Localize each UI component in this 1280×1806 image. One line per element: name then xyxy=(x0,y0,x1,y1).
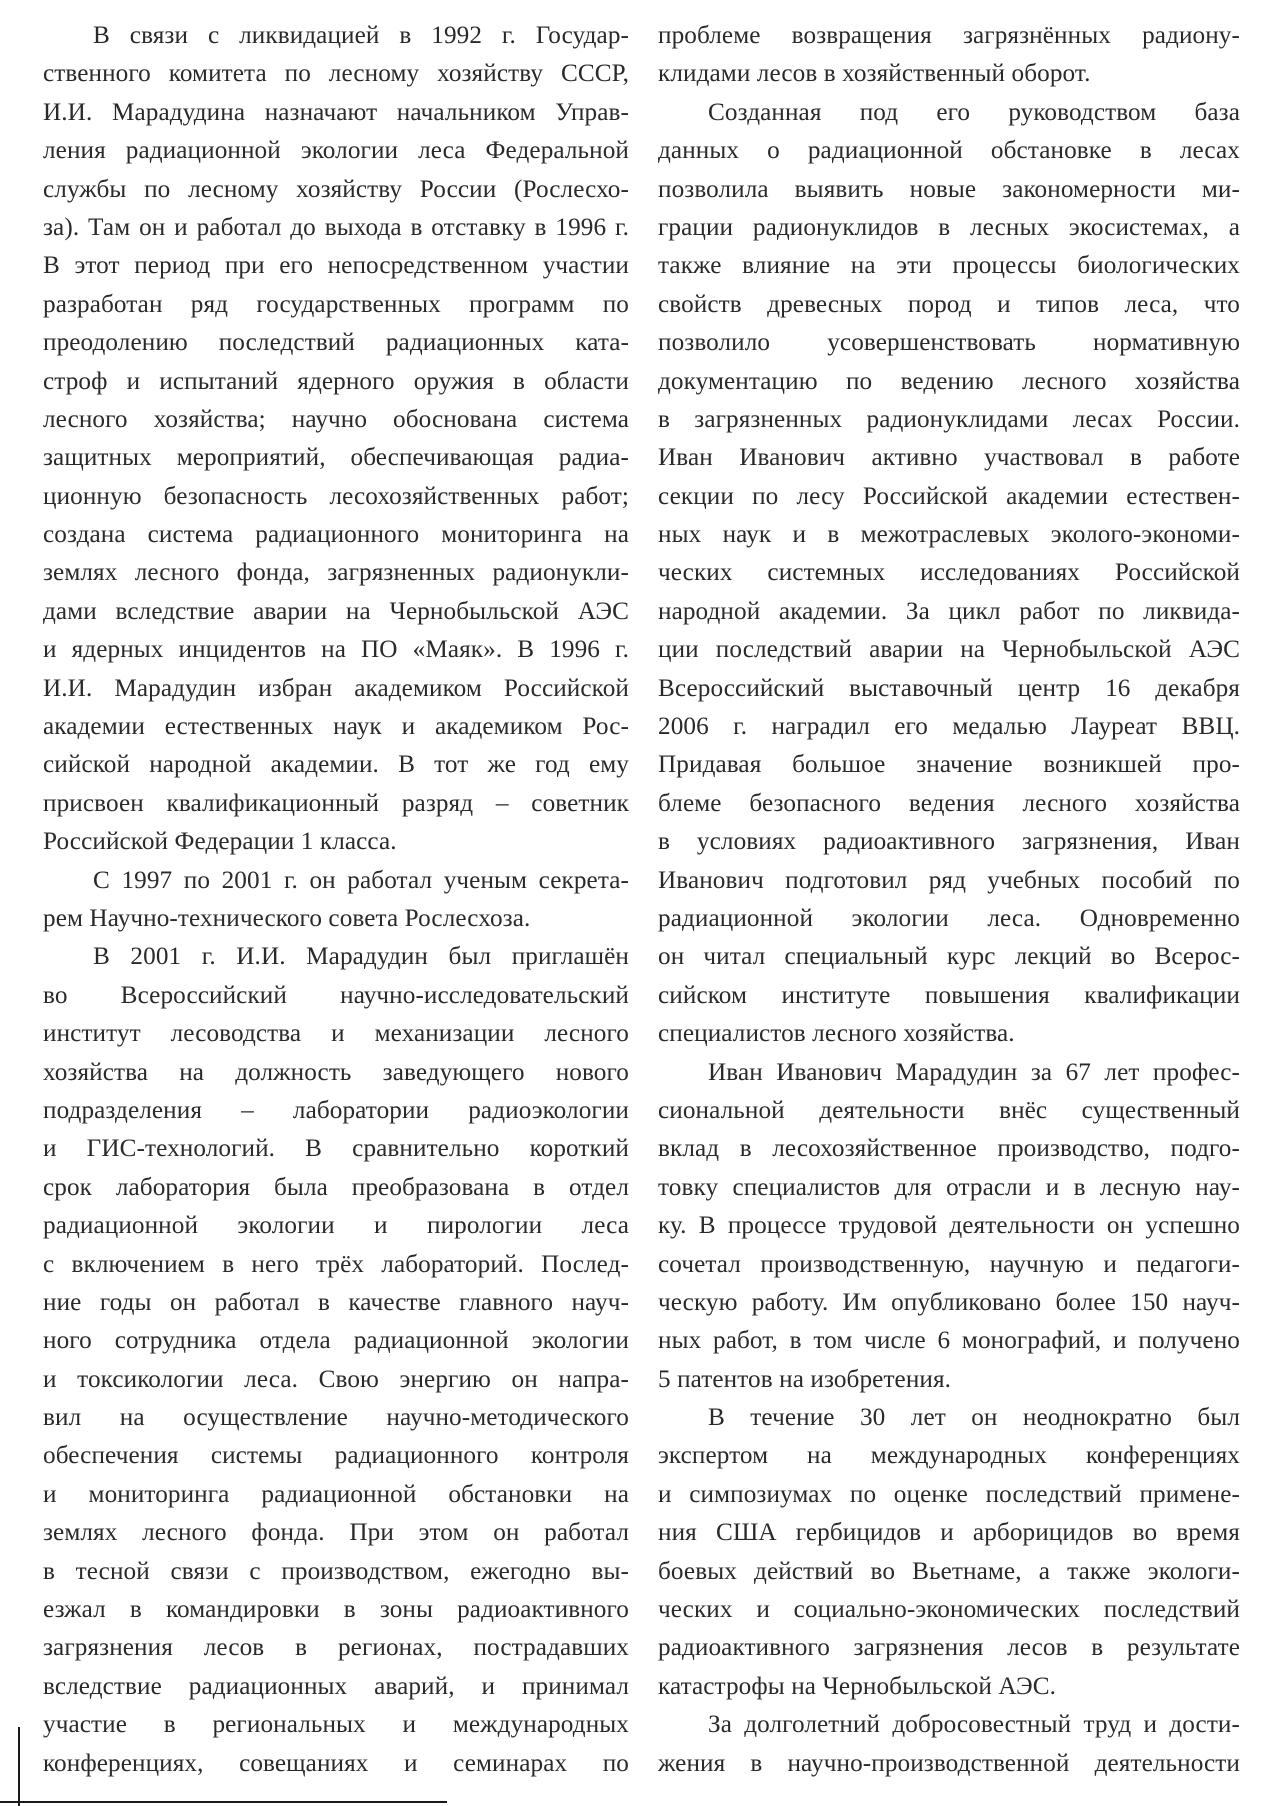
text-line: экспертом на международных конференциях xyxy=(658,1442,1240,1470)
text-line: специалистов лесного хозяйства. xyxy=(658,1020,1015,1048)
text-line: документацию по ведению лесного хозяйства xyxy=(658,367,1240,395)
text-line: Всероссийский выставочный центр 16 декабря xyxy=(658,674,1240,702)
text-line: Иван Иванович Марадудин за 67 лет профес- xyxy=(708,1058,1240,1086)
text-line: с включением в него трёх лабораторий. Послед- xyxy=(43,1250,629,1278)
text-line: секции по лесу Российской академии естествен- xyxy=(658,482,1240,510)
text-line: данных о радиационной обстановке в лесах xyxy=(658,137,1240,165)
text-line: И.И. Марадудин избран академиком Российской xyxy=(43,674,629,702)
text-line: институт лесоводства и механизации лесного xyxy=(43,1020,629,1048)
text-line: вил на осуществление научно-методического xyxy=(43,1404,629,1432)
text-line: Придавая большое значение возникшей про- xyxy=(658,751,1240,779)
text-line: в условиях радиоактивного загрязнения, Иван xyxy=(658,828,1240,856)
left-column xyxy=(43,17,629,1783)
crop-mark-vertical xyxy=(18,1727,20,1806)
text-line: во Всероссийский научно-исследовательский xyxy=(43,981,629,1009)
left-column-paragraph xyxy=(43,938,629,1783)
text-line: обеспечения системы радиационного контроля xyxy=(43,1442,629,1470)
text-line: товку специалистов для отрасли и в лесную нау- xyxy=(658,1173,1240,1201)
text-line: в загрязненных радионуклидами лесах России. xyxy=(658,405,1240,433)
right-column-paragraph xyxy=(658,1054,1240,1400)
text-line: загрязнения лесов в регионах, пострадавших xyxy=(43,1634,629,1662)
text-line: он читал специальный курс лекций во Всерос- xyxy=(658,943,1240,971)
text-line: С 1997 по 2001 г. он работал ученым секрета- xyxy=(93,866,629,894)
text-line: и ядерных инцидентов на ПО «Маяк». В 1996 г. xyxy=(43,636,629,664)
text-line: радиационной экологии леса. Одновременно xyxy=(658,904,1240,932)
text-line: конференциях, совещаниях и семинарах по xyxy=(43,1749,629,1777)
text-line: ного сотрудника отдела радиационной экологии xyxy=(43,1327,629,1355)
text-line: Российской Федерации 1 класса. xyxy=(43,828,397,856)
right-column-paragraph xyxy=(658,94,1240,1054)
text-line: участие в региональных и международных xyxy=(43,1711,629,1739)
text-line: срок лаборатория была преобразована в отдел xyxy=(43,1173,629,1201)
text-line: ления радиационной экологии леса Федеральной xyxy=(43,137,629,165)
text-line: в тесной связи с производством, ежегодно вы- xyxy=(43,1557,629,1585)
text-line: ческую работу. Им опубликовано более 150 науч- xyxy=(658,1288,1240,1316)
text-line: подразделения – лаборатории радиоэкологии xyxy=(43,1096,629,1124)
text-line: ние годы он работал в качестве главного науч- xyxy=(43,1288,629,1316)
text-line: езжал в командировки в зоны радиоактивного xyxy=(43,1596,629,1624)
text-line: ческих и социально-экономических последствий xyxy=(658,1596,1240,1624)
text-line: В 2001 г. И.И. Марадудин был приглашён xyxy=(93,943,629,971)
text-line: жения в научно-производственной деятельности xyxy=(658,1749,1240,1777)
text-line: и токсикологии леса. Свою энергию он напра- xyxy=(43,1365,629,1393)
left-column-paragraph xyxy=(43,17,629,862)
text-line: хозяйства на должность заведующего нового xyxy=(43,1058,629,1086)
text-line: ционную безопасность лесохозяйственных работ; xyxy=(43,482,629,510)
text-line: сиональной деятельности внёс существенный xyxy=(658,1096,1240,1124)
text-line: позволило усовершенствовать нормативную xyxy=(658,329,1240,357)
text-line: Созданная под его руководством база xyxy=(708,98,1240,126)
text-line: боевых действий во Вьетнаме, а также экологи- xyxy=(658,1557,1240,1585)
text-line: позволила выявить новые закономерности ми- xyxy=(658,175,1240,203)
text-line: В связи с ликвидацией в 1992 г. Государ- xyxy=(93,22,629,49)
text-line: ческих системных исследованиях Российской xyxy=(658,559,1240,587)
text-line: В этот период при его непосредственном участии xyxy=(43,252,629,280)
crop-mark-horizontal xyxy=(0,1801,447,1803)
right-column-paragraph xyxy=(658,17,1240,94)
text-line: сийской народной академии. В тот же год ему xyxy=(43,751,629,779)
text-line: и мониторинга радиационной обстановки на xyxy=(43,1480,629,1508)
text-line: вклад в лесохозяйственное производство, подго- xyxy=(658,1135,1240,1163)
text-line: Иван Иванович активно участвовал в работе xyxy=(658,444,1240,472)
text-line: свойств древесных пород и типов леса, что xyxy=(658,290,1240,318)
text-line: блеме безопасного ведения лесного хозяйства xyxy=(658,789,1240,817)
text-line: присвоен квалификационный разряд – советник xyxy=(43,789,629,817)
text-line: И.И. Марадудина назначают начальником Управ- xyxy=(43,98,629,126)
text-line: В течение 30 лет он неоднократно был xyxy=(708,1404,1240,1432)
text-line: ных работ, в том числе 6 монографий, и получено xyxy=(658,1327,1240,1355)
text-line: ных наук и в межотраслевых эколого-экономи- xyxy=(658,521,1240,549)
text-line: за). Там он и работал до выхода в отставку в 1996 г. xyxy=(43,213,629,241)
text-line: радиоактивного загрязнения лесов в результате xyxy=(658,1634,1240,1662)
text-line: строф и испытаний ядерного оружия в области xyxy=(43,367,629,395)
text-line: вследствие радиационных аварий, и принимал xyxy=(43,1672,629,1700)
text-line: ния США гербицидов и арборицидов во время xyxy=(658,1519,1240,1547)
text-line: создана система радиационного мониторинга на xyxy=(43,521,629,549)
text-line: проблеме возвращения загрязнённых радиону- xyxy=(658,22,1240,49)
text-line: землях лесного фонда, загрязненных радионукли- xyxy=(43,559,629,587)
text-line: ственного комитета по лесному хозяйству СССР, xyxy=(43,60,629,88)
text-line: сийском институте повышения квалификации xyxy=(658,981,1240,1009)
text-line: ку. В процессе трудовой деятельности он успешно xyxy=(658,1212,1240,1240)
text-line: также влияние на эти процессы биологических xyxy=(658,252,1240,280)
text-line: катастрофы на Чернобыльской АЭС. xyxy=(658,1672,1057,1700)
text-line: разработан ряд государственных программ по xyxy=(43,290,629,318)
right-column-paragraph xyxy=(658,1706,1240,1783)
right-column-paragraph xyxy=(658,1399,1240,1706)
text-line: и симпозиумах по оценке последствий примене- xyxy=(658,1480,1240,1508)
text-line: 5 патентов на изобретения. xyxy=(658,1365,952,1393)
text-line: дами вследствие аварии на Чернобыльской АЭС xyxy=(43,597,629,625)
text-line: клидами лесов в хозяйственный оборот. xyxy=(658,60,1091,88)
text-line: академии естественных наук и академиком Рос- xyxy=(43,713,629,741)
text-line: радиационной экологии и пирологии леса xyxy=(43,1212,629,1240)
text-line: сочетал производственную, научную и педагоги- xyxy=(658,1250,1240,1278)
text-line: лесного хозяйства; научно обоснована система xyxy=(43,405,629,433)
text-line: преодолению последствий радиационных ката- xyxy=(43,329,629,357)
text-line: рем Научно-технического совета Рослесхоза. xyxy=(43,904,531,932)
text-line: службы по лесному хозяйству России (Рослесхо- xyxy=(43,175,629,203)
text-line: За долголетний добросовестный труд и дости- xyxy=(708,1711,1240,1739)
text-line: народной академии. За цикл работ по ликвида- xyxy=(658,597,1240,625)
text-line: и ГИС-технологий. В сравнительно короткий xyxy=(43,1135,629,1163)
left-column-paragraph xyxy=(43,862,629,939)
right-column xyxy=(658,17,1240,1783)
text-line: 2006 г. наградил его медалью Лауреат ВВЦ. xyxy=(658,713,1240,741)
text-line: грации радионуклидов в лесных экосистемах, а xyxy=(658,213,1240,241)
text-line: землях лесного фонда. При этом он работал xyxy=(43,1519,629,1547)
text-line: защитных мероприятий, обеспечивающая радиа- xyxy=(43,444,629,472)
text-line: ции последствий аварии на Чернобыльской АЭС xyxy=(658,636,1240,664)
text-line: Иванович подготовил ряд учебных пособий по xyxy=(658,866,1240,894)
